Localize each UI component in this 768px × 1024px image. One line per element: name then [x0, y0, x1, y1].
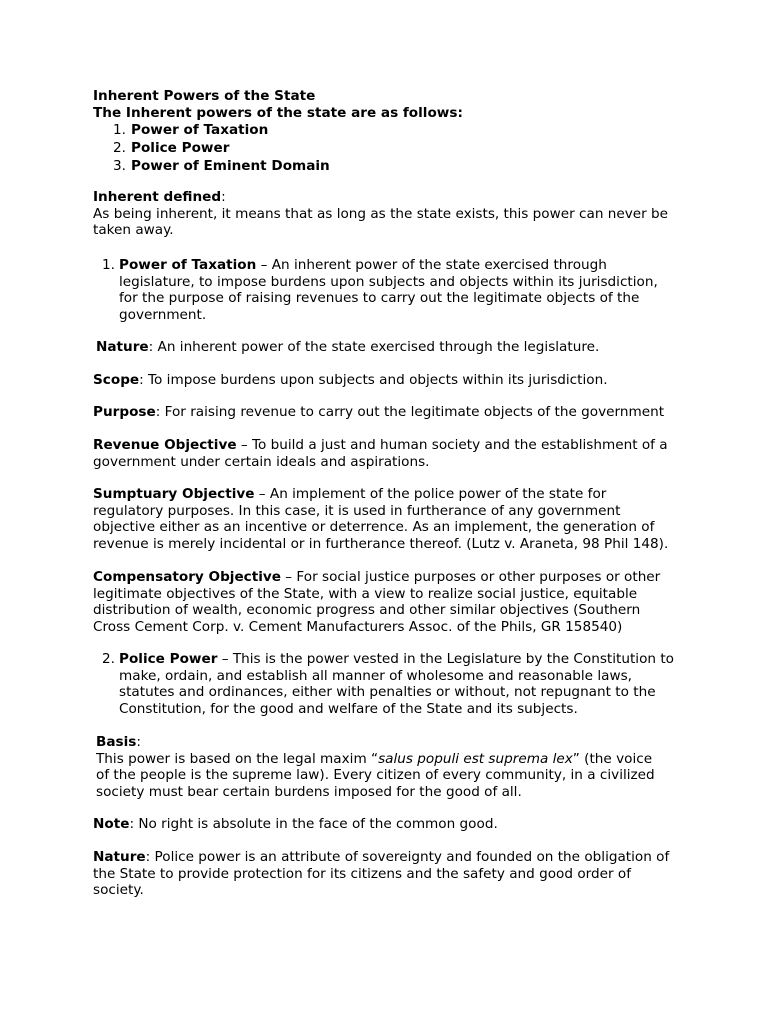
paragraph-text: : An inherent power of the state exercised through the legislature.: [148, 339, 600, 355]
paragraph-text: : Police power is an attribute of sovereignty and founded on the obligation of the State to provide protection for its citizens and the safety and good order of society.: [93, 849, 670, 898]
paragraph-text: This power is based on the legal maxim “: [96, 750, 379, 767]
paragraph-text: – For social justice purposes or other purposes or other legitimate objectives of the State, with a view to realize social justice, equitable distribution of wealth, economic progress and other similar objectives (Southern Cross Cement Corp. v. Cement Manufacturers Assoc. of the Phils, GR 158540): [93, 569, 661, 635]
term-label: Compensatory Objective: [93, 569, 281, 585]
paragraph-text: – This is the power vested in the Legislature by the Constitution to make, ordain, and establish all manner of wholesome and reasonable laws, statutes and ordinances, either with penalties or without, not repugnant to the Constitution, for the good and welfare of the State and its subjects.: [119, 651, 674, 717]
term-colon: :: [221, 189, 226, 205]
scope-paragraph: [93, 372, 673, 389]
page-title: Inherent Powers of the State: [93, 88, 316, 104]
heading-block: [93, 88, 673, 121]
list-number: 3.: [113, 158, 126, 174]
list-number: 1.: [102, 257, 115, 273]
nature-police-paragraph: [93, 849, 675, 899]
term-label: Basis: [96, 734, 137, 750]
basis-text: [96, 751, 668, 801]
term-label: Note: [93, 816, 130, 832]
list-label: Power of Eminent Domain: [131, 158, 330, 174]
compensatory-objective-paragraph: [93, 569, 673, 635]
term-label: Power of Taxation: [119, 257, 257, 273]
taxation-body: [119, 257, 675, 323]
paragraph-text: – To build a just and human society and the establishment of a government under certain ideals and aspirations.: [93, 437, 668, 470]
list-label: Police Power: [131, 140, 230, 156]
paragraph-text: – An inherent power of the state exercised through legislature, to impose burdens upon subjects and objects within its jurisdiction, for the purpose of raising revenues to carry out the legitimate objects of the government.: [119, 257, 658, 323]
page-subtitle: The Inherent powers of the state are as follows:: [93, 104, 463, 121]
purpose-paragraph: [93, 404, 673, 421]
basis-section: [96, 734, 676, 800]
term-label: Inherent defined: [93, 189, 222, 205]
term-label: Revenue Objective: [93, 437, 237, 453]
paragraph-text: : No right is absolute in the face of the common good.: [129, 816, 498, 832]
paragraph-text: – An implement of the police power of the state for regulatory purposes. In this case, it is used in furtherance of any government objective either as an incentive or deterrence. As an implement, the generation of revenue is merely incidental or in furtherance thereof. (Lutz v. Araneta, 98 Phil 148).: [93, 486, 669, 552]
term-label: Police Power: [119, 651, 218, 667]
inherent-defined-section: [93, 189, 673, 239]
list-number: 2.: [113, 140, 126, 156]
note-paragraph: [93, 816, 673, 833]
list-number: 2.: [102, 651, 115, 667]
list-number: 1.: [113, 122, 126, 138]
latin-maxim: salus populi est suprema lex: [378, 750, 573, 767]
nature-paragraph: [96, 339, 676, 356]
term-label: Purpose: [93, 404, 156, 420]
sumptuary-objective-paragraph: [93, 486, 673, 552]
paragraph-text: ” (the voice of the people is the supreme law). Every citizen of every community, in a civilized society must bear certain burdens imposed for the good of all.: [96, 750, 655, 800]
term-label: Scope: [93, 372, 140, 388]
revenue-objective-paragraph: [93, 437, 673, 470]
term-label: Nature: [96, 339, 149, 355]
term-label: Sumptuary Objective: [93, 486, 255, 502]
paragraph-text: : For raising revenue to carry out the legitimate objects of the government: [155, 404, 665, 420]
list-label: Power of Taxation: [131, 122, 269, 138]
definition-text: As being inherent, it means that as long as the state exists, this power can never be taken away.: [93, 205, 669, 238]
term-colon: :: [136, 734, 141, 750]
police-power-body: [119, 651, 675, 717]
paragraph-text: : To impose burdens upon subjects and objects within its jurisdiction.: [139, 372, 608, 388]
term-label: Nature: [93, 849, 146, 865]
